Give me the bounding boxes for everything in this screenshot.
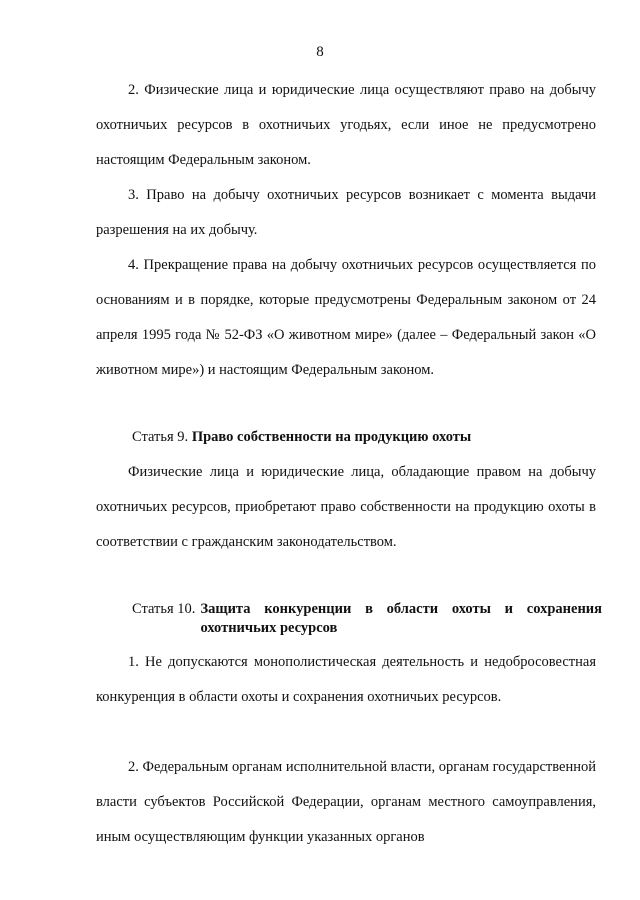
article-9-label: Статья 9. — [132, 429, 189, 445]
article-10-heading — [132, 600, 602, 638]
article-9-title: Право собственности на продукцию охоты — [191, 429, 472, 445]
paragraph-hunting-right-origin: 3. Право на добычу охотничьих ресурсов возникает с момента выдачи разрешения на их добычу. — [96, 187, 596, 238]
article-10-label: Статья 10. — [132, 601, 196, 617]
page-number: 8 — [316, 44, 324, 60]
article-10-paragraph-2: 2. Федеральным органам исполнительной власти, органам государственной власти субъектов Российской Федерации, органам местного самоуправления, иным осуществляющим функции указанных органов — [96, 759, 596, 845]
article-10-paragraph-1: 1. Не допускаются монополистическая деятельность и недобросовестная конкуренция в области охоты и сохранения охотничьих ресурсов. — [96, 654, 596, 705]
paragraph-hunting-right-termination: 4. Прекращение права на добычу охотничьих ресурсов осуществляется по основаниям и в порядке, которые предусмотрены Федеральным законом от 24 апреля 1995 года № 52-ФЗ «О животном мире» (далее – Федеральный закон «О животном мире») и настоящим Федеральным законом. — [96, 257, 596, 378]
article-10-title: Защита конкуренции в области охоты и сохранения охотничьих ресурсов — [200, 601, 602, 636]
article-9-text: Физические лица и юридические лица, обладающие правом на добычу охотничьих ресурсов, приобретают право собственности на продукцию охоты в соответствии с гражданским законодательством. — [96, 464, 596, 550]
article-9-heading — [132, 428, 602, 447]
paragraph-hunting-right-subjects: 2. Физические лица и юридические лица осуществляют право на добычу охотничьих ресурсов в охотничьих угодьях, если иное не предусмотрено настоящим Федеральным законом. — [96, 82, 596, 168]
